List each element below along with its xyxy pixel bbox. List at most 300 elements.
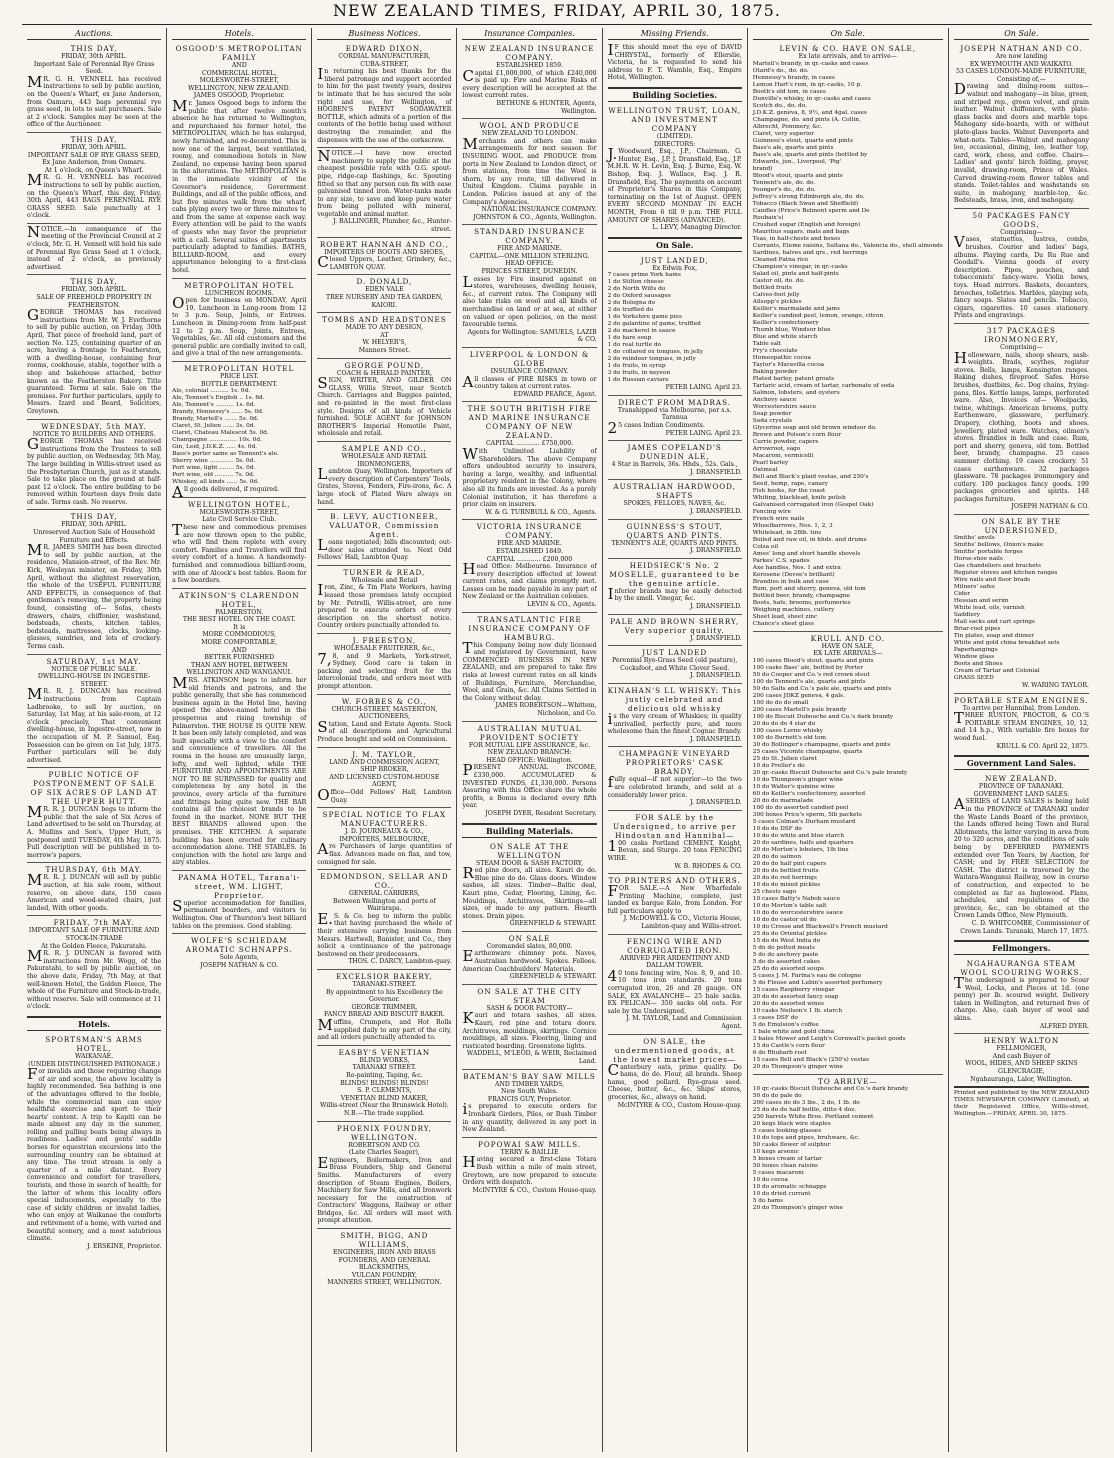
goods-item: Smiths' portable forges xyxy=(953,549,1023,556)
goods-item: 2 do North Wilts do xyxy=(607,286,666,293)
advertisement xyxy=(27,42,161,133)
goods-item: 2 do Oxford sausages xyxy=(607,293,671,300)
ad-body: FOR SALE.—A New Wharfedale Printing Machine, complete, just landed ex barque Kelo, from London. For full particulars apply to xyxy=(607,882,742,915)
ad-heading-line: JUST LANDED xyxy=(642,648,708,658)
goods-item: Parkes' C.S. spades xyxy=(752,557,810,564)
goods-item: Salad oil, pints and half-pints xyxy=(752,270,839,277)
ad-heading-line: HEAD OFFICE: xyxy=(505,260,554,268)
goods-item: Window glass xyxy=(953,654,995,661)
column-business-notices xyxy=(312,28,457,1452)
ad-signature: JAMES ROBERTSON—Whittem, Nicholson, and Co. xyxy=(495,702,597,717)
goods-item: Tartaric acid, cream of tartar, carbonate of soda xyxy=(752,382,895,389)
advertisement xyxy=(954,42,1089,209)
ad-heading-line: 4 Star in Barrels, 36s. Hhds., 52s. Gals., xyxy=(611,461,738,469)
ad-heading-line: PROVINCE OF TARANAKI. xyxy=(978,783,1064,791)
ad-body: Inferior brands may be easily detected by the smell. Vinegar, &c. xyxy=(607,584,742,603)
advertisement xyxy=(172,362,306,502)
goods-item: 10 do tops and pipes, bruhware, &c. xyxy=(752,1134,861,1141)
goods-item: Younger's do., do. do. xyxy=(752,186,816,193)
goods-item: 25 cases Vicomte champagne, quarts xyxy=(752,748,863,755)
masthead-rule xyxy=(22,24,1092,25)
ad-list xyxy=(608,254,742,1112)
ad-heading-line: BLIND WORKS, xyxy=(359,1056,410,1064)
ad-heading-line: EASBY'S VENETIAN xyxy=(338,1047,431,1057)
ad-signature: EDWARD PEARCE, Agent. xyxy=(513,390,597,398)
ad-heading-line: FRANCIS GUY, Proprietor. xyxy=(487,1095,572,1103)
ad-heading-line: EX LATE ARRIVALS— xyxy=(813,650,883,658)
ad-heading-line: FOR MUTUAL LIFE ASSURANCE, &c. xyxy=(468,741,591,749)
ad-heading-line: TO ARRIVE— xyxy=(818,1076,878,1086)
ad-heading-line: PRICE LIST. xyxy=(220,372,259,380)
goods-list xyxy=(954,535,1089,682)
ad-heading-line: ON SALE, the undermentioned goods, at the lowest market prices— xyxy=(613,1036,737,1064)
goods-item: 20 do do assorted wines xyxy=(752,1000,825,1007)
masthead: NEW ZEALAND TIMES, FRIDAY, APRIL 30, 1875. xyxy=(333,1,781,20)
goods-item: Hessian and serim xyxy=(953,598,1009,605)
goods-item: 10 do Morton's table salt xyxy=(752,902,827,909)
ad-heading-line: IMPORTANT SALE OF RYE GRASS SEED, xyxy=(27,151,161,159)
ad-heading-line: LUNCHEON ROOMS. xyxy=(204,289,274,297)
ad-heading-line: Willis-street (Near the Brunswick Hotel). xyxy=(320,1102,449,1110)
advertisement xyxy=(27,916,161,1014)
ad-heading-line: THE BEST HOTEL ON THE COAST. xyxy=(182,616,296,624)
ad-heading-line: TERRY & BAILLIE xyxy=(500,1148,559,1156)
goods-item: Weighing machines, cutlery xyxy=(752,606,835,613)
ad-heading-line: FENCING WIRE AND CORRUGATED IRON. xyxy=(626,936,723,955)
ad-body: Kauri and totara sashes, all sizes. Kauri, red pine and totara doors. Architraves, mouldings, skirtings. Cornice mouldings, all sizes. Flooring, lining and rusticated boarding. Greenstone lights. xyxy=(462,1009,597,1050)
ad-heading-line: TARANAKI-STREET. xyxy=(352,981,417,989)
advertisement xyxy=(317,808,451,870)
section-heading: Hotels. xyxy=(27,1016,161,1031)
ad-signature: WADDELL, M'LEOD, & WEIR, Reclaimed Land. xyxy=(466,1050,597,1065)
ad-body: MR. JAMES SMITH has been directed to sell by public auction, at the residence, Mansion-street, of the Rev. Mr. Kirk, Wesleyan minister, on Friday, 30th April, without the slightest reservation, the whole of the USEFUL FURNITURE AND EFFECTS, in consequence of that gentleman's removing, the property being found, consisting of— Sofas, chests drawers, chairs, chiffonier, washstand, bedsteads, chests, kitchen tables, bedsteads, mattresses, clocks, looking-glasses, sundries, and lots of crockery. Terms cash. xyxy=(27,541,162,650)
ad-body: MR. R. J. DUNCAN has received instructions from Captain Ladbrooke, to sell by auction, on Saturday, 1st May, at his sale-room, at 12 o'clock precisely, That convenient dwelling-house, in Ingestre-street, now in the occupation of M. P. Samuel, Esq. Possession can be given on 1st July, 1875. Further particulars will be duly advertised. xyxy=(27,685,162,764)
goods-item: Booth's old tom, in cases xyxy=(752,88,826,95)
goods-item: Thumb blue, Windsor blue xyxy=(752,326,831,333)
ad-heading-line: Comprising— xyxy=(1000,344,1043,351)
goods-item: 2 do mackerel in sauce xyxy=(607,328,676,335)
goods-item: 25 chests sago xyxy=(752,888,797,895)
advertisement xyxy=(753,1075,943,1215)
ad-body: Engineers, Boilermakers, Iron and Brass Founders, Ship and General Smiths. Manufacturers of every description of Steam Engines, Boilers, Machinery for Saw Mills, and all Ironwork necessary for the construction of Contractors' Waggons, Railway or other Bridges, &c. All orders will meet with prompt attention. xyxy=(317,1153,452,1225)
ad-heading-line: DIRECT FROM MADRAS. xyxy=(618,397,732,407)
ad-heading-line: CHAMPAGNE VINEYARD PROPRIETORS' CASK BRANDY, xyxy=(619,749,731,777)
ad-heading-line: WELLINGTON AND WANGANUI. xyxy=(186,669,293,677)
goods-item: 1 do Yorkshire game pies xyxy=(607,314,682,321)
section-heading: Fellmongers. xyxy=(954,940,1089,955)
ad-heading-line: TURNER & READ, xyxy=(343,567,426,577)
advertisement xyxy=(954,1034,1089,1086)
advertisement xyxy=(27,510,161,654)
column-heading: Auctions. xyxy=(27,28,161,40)
ad-body: Superior accommodation for families, permanent boarders, and visitors to Wellington. One of Thurston's best billiard tables on the premises. Good stabling. xyxy=(172,896,307,930)
goods-item: 20 do do bottled fruits xyxy=(752,867,819,874)
goods-item: 100 casks Bass' ale, bottled by Porter xyxy=(752,664,864,671)
ad-body: Station, Land and Estate Agents. Stock of all descriptions and Agricultural Produce bought and sold on Commission. xyxy=(317,717,452,743)
ad-body: Muffins, Crumpets, and Hot Rolls supplied daily to any part of the city, and all orders punctually attended to. xyxy=(317,1016,452,1042)
ad-heading-line: J. M. TAYLOR, xyxy=(352,749,417,759)
ad-heading-line: STANDARD INSURANCE COMPANY. xyxy=(474,227,586,246)
goods-item: Otard's do., do. do. xyxy=(752,67,809,74)
goods-item: 20 do do half pint capers xyxy=(752,860,827,867)
goods-item: 2 do galantine of game, truffled xyxy=(607,321,701,328)
ad-heading-line: ARRIVED PER ARDENTINNY AND DALLAM TOWER. xyxy=(619,954,730,970)
ad-heading-line: J. FREESTON, xyxy=(352,636,417,646)
goods-item: Jeffrey's strong Edinburgh ale, do. do. xyxy=(752,193,865,200)
ad-heading-line: AND xyxy=(231,646,247,654)
ad-body: These new and commodious premises are now thrown open to the public, who will find them replete with every comfort. Families and Travellers will find every comfort of a home. A handsomely-furnished and commodious billiard-room, with one of Alcock's best tables. Room for a few boarders. xyxy=(172,520,307,585)
ad-list xyxy=(608,42,742,85)
advertisement xyxy=(172,589,306,871)
goods-item: 3 do fruits, in neyeon xyxy=(607,370,671,377)
ad-body: Canterbury oats, prime quality. Do hams, do do. Flour, all brands. Sheep hams, good pollard. Rye-grass seed. Cheese, butter, &c., &c. Ships' stores, groceries, &c., always on hand. xyxy=(607,1060,742,1101)
ad-heading-line: AUCTIONEERS, xyxy=(358,713,410,721)
ad-heading-line: WHOLESALE AND RETAIL IRONMONGERS, xyxy=(341,452,428,468)
ad-heading-line: OSGOOD'S METROPOLITAN FAMILY xyxy=(175,44,303,62)
goods-item: 15 cases Raspberry vinegar xyxy=(752,986,835,993)
goods-item: Anchovy sauce xyxy=(752,396,797,403)
goods-item: Cleaned Patna rice xyxy=(752,256,809,263)
goods-item: 25 do do Oriental pickles xyxy=(752,930,827,937)
ad-heading-line: SMITH, BIGG, AND WILLIAMS, xyxy=(340,1231,429,1250)
ad-heading-line: CAPITAL—ONE MILLION STERLING. xyxy=(469,252,590,260)
ad-body: Capital £1,000,000, of which £240,000 is paid up. Fire and Marine Risks of every description will be accepted at the lowest current rates. xyxy=(462,66,597,100)
ad-heading-line: MOLESWORTH-STREET, xyxy=(199,77,279,85)
ad-heading-line: JOSEPH NATHAN AND CO. xyxy=(960,44,1083,53)
goods-item: 1 do real turtle do xyxy=(607,342,662,349)
price-row: Ale, Tennent's English .. 1s. 6d. xyxy=(172,395,265,402)
ad-signature: THOS. C. DARCY, Lambton-quay. xyxy=(348,958,452,966)
goods-item: 50 do do pale do xyxy=(752,1092,802,1099)
advertisement xyxy=(317,359,451,442)
ad-heading-line: S. P. CLEMENTS, xyxy=(357,1087,412,1095)
ad-body: GEORGE THOMAS has received instructions from the Trustees to sell by public auction, on Wednesday, 5th May, The large building in Willis-street used as the Presbyterian Church, just as it stands. Sale to take place on the ground at half-past 12 o'clock. The entire building to be removed within fourteen days from date of sale. Terms cash. No reserve. xyxy=(27,435,162,506)
ad-heading-line: Consisting of,— xyxy=(996,75,1046,83)
advertisement xyxy=(317,1229,451,1290)
ad-heading-line: WEDNESDAY, 5th MAY. xyxy=(41,421,147,431)
column-insurance xyxy=(457,28,602,1452)
goods-item: 250 barrels White Bros. Portland cement xyxy=(752,1113,874,1120)
ad-body: Having secured a first-class Totara Bush within a mile of main street, Greytown, are now prepared to execute Orders with despatch. xyxy=(462,1153,597,1187)
ad-signature: JOSEPH DYER, Resident Secretary. xyxy=(485,809,597,817)
advertisement xyxy=(462,402,596,520)
goods-item: Oatmeal xyxy=(752,466,778,473)
advertisement xyxy=(27,224,161,276)
ad-heading-line: COACH & HERALD PAINTER, xyxy=(336,369,432,377)
ad-signature: PETER LAING. April 23. xyxy=(665,384,742,392)
price-row: Brandy, Martell's ....... 5s. 0d. xyxy=(172,416,259,423)
advertisement xyxy=(608,935,742,1035)
advertisement xyxy=(317,1122,451,1230)
goods-item: 5 cases J. M. Farina's eau de cologne xyxy=(752,972,862,979)
ad-heading-line: Between Wellington and ports of Wairarapa. xyxy=(333,897,436,913)
ad-heading-line: 50 PACKAGES FANCY GOODS, xyxy=(972,210,1071,229)
goods-item: 50 boxes clean raisins xyxy=(752,1162,818,1169)
advertisement xyxy=(608,615,742,647)
ad-heading-line: BATEMAN'S BAY SAW MILLS xyxy=(463,1071,596,1081)
advertisement xyxy=(317,275,451,313)
goods-item: 10 do Walter's quinine wine xyxy=(752,783,835,790)
ad-heading-line: Are now landing xyxy=(995,53,1048,60)
ad-signature: L. LEVY, Managing Director. xyxy=(652,224,742,232)
advertisement xyxy=(462,840,596,932)
goods-item: Bass's ale, quarts and pints (bottled by xyxy=(752,151,868,158)
ad-heading-line: SALE OF FREEHOLD PROPERTY IN FEATHERSTON. xyxy=(36,294,152,309)
advertisement xyxy=(608,874,742,935)
ad-heading-line: DIRECTORS: xyxy=(653,140,696,148)
goods-item: 25 do do do half bottle, ditto 4 doz. xyxy=(752,1106,857,1113)
ad-heading-line: LEVIN & CO. HAVE ON SALE, xyxy=(779,44,917,53)
goods-item: 100 do Burnett's old tom xyxy=(752,734,826,741)
goods-item: Bass's ale, quarts and pints xyxy=(752,144,834,151)
ad-body: MR. R. J. DUNCAN is favored with instructions from Mr. Wogg, of the Pakuratahi, to sell by public auction, on the above date, Friday, 7th May, at that well-known Hotel, the Golden Fleece, The whole of the Furniture and Stock-in-trade, without reserve. Sale will commence at 11 o'clock. xyxy=(27,947,162,1011)
goods-item: Mauritius sugars, mats and bags xyxy=(752,228,850,235)
ad-signature: GREENFIELD & STEWART. xyxy=(509,920,597,928)
ad-heading-line: 53 CASES LONDON-MADE FURNITURE, xyxy=(955,68,1087,76)
ad-heading-line: INSURANCE COMPANY. xyxy=(490,368,569,375)
ad-heading-line: PHOENIX FOUNDRY, WELLINGTON. xyxy=(336,1123,432,1142)
ad-body: Vases, statuettes, lustres, combs, brushes. Courier and ladies' bags, albums. Playing cards, Du Ru Rue and Goodall's. Vienna goods of every description. Pipes, pouches, and tobacconists' fancy-ware. Violin bows, toys. Head mirrors. Baskets, decanters, brooches, tolletries. Marbles, playing sets, fancy soaps. Slates and pencils. Tobacco, cigars, cigarettes. 10 cases stationery. Prints and engravings. xyxy=(953,233,1089,320)
goods-item: 25 do St. Julien claret xyxy=(752,755,817,762)
ad-body: GEORGE THOMAS has received instructions from Mr. W. J. Eyethorne to sell by public auction, on Friday, 30th April, That piece of freehold land, part of section No. 125, containing quarter of an acre, having a frontage to Featherston, with a dwelling-house, containing four rooms, cookhouse, stable, together with a shop and bakehouse attached, better known as the Featherston Bakery. Title guaranteed. Terms at sale. Sale on the premises. For further particulars, apply to Messrs. Izard and Beard, Solicitors, Greytown. xyxy=(27,306,162,415)
ad-heading-line: SPOKES, FELLOES, NAVES, &c. xyxy=(623,500,726,508)
advertisement xyxy=(462,119,596,225)
ad-heading-line: GUINNESS'S STOUT, QUARTS AND PINTS. xyxy=(626,521,723,540)
ad-heading-line: JAMES COPELAND'S DUNEDIN ALE, xyxy=(627,443,722,462)
goods-item: 15 cases Bell and Black's (250's) vestas xyxy=(752,1056,870,1063)
goods-item: Candles (Price's Belmont sperm and De xyxy=(752,207,870,214)
ad-heading-line: TOMBS AND HEADSTONES xyxy=(322,315,447,325)
imprint: Printed and published by the NEW ZEALAND TIMES NEWSPAPER COMPANY (Limited), at their Registered Office, Willis-street, Wellington.—FRIDAY, APRIL 30, 1875. xyxy=(954,1086,1089,1118)
ad-heading-line: FRIDAY, 30th APRIL. xyxy=(61,143,128,151)
goods-item: 1 bale white and gold china xyxy=(752,1028,835,1035)
ad-body: 7,8, and 9 Markets, York-street, Sydney. Good care is taken in packing and selecting fruit for the intercolonial trade, and orders meet with prompt attention. xyxy=(317,649,452,690)
goods-item: Edwards, jun., Liverpool, 'Pig' xyxy=(752,158,842,165)
advertisement xyxy=(317,1046,451,1122)
goods-item: Homeopathic cocoa xyxy=(752,354,811,361)
ad-signature: McINTYRE & CO., Custom House-quay. xyxy=(472,1186,597,1194)
goods-item: Boots, hats, brooms, perfumeries xyxy=(752,599,851,606)
advertisement xyxy=(462,985,596,1070)
advertisement xyxy=(753,632,943,1075)
column-heading: Hotels. xyxy=(172,28,306,40)
ad-list xyxy=(462,840,596,1198)
goods-item: Cream of Tartar and Colonial xyxy=(953,668,1040,675)
advertisement xyxy=(462,1070,596,1138)
ad-heading-line: Unreserved Auction Sale of Household Furniture and Effects. xyxy=(33,529,156,544)
land-sale-ad xyxy=(954,772,1089,938)
ad-heading-line: CUBA-STREET, xyxy=(360,60,409,68)
advertisement xyxy=(317,634,451,695)
ad-signature: J. M. TAYLOR, Land and Commission Agent. xyxy=(626,1015,742,1030)
ad-heading-line: COMMERCIAL HOTEL, xyxy=(201,69,277,77)
ad-signature: McINTYRE & CO., Custom House-quay. xyxy=(617,1101,742,1109)
ad-heading-line: SAMPLE AND CO., xyxy=(342,443,427,453)
goods-item: Allsopp's pickles xyxy=(752,298,802,305)
goods-item: 20 kegs black wire staples xyxy=(752,1120,831,1127)
ad-heading-line: SPORTSMAN'S ARMS HOTEL, xyxy=(45,1034,143,1053)
ad-heading-line: THAN ANY HOTEL BETWEEN xyxy=(190,661,288,669)
goods-item: Currants, Eleme raisins, Sultana do., Valencia do., shell almonds xyxy=(752,242,943,249)
goods-item: 50 casks flower of sulphur xyxy=(752,1141,831,1148)
ad-heading-line: LAND AND COMMISSION AGENT, xyxy=(329,758,440,766)
ad-heading-line: KAIORI. xyxy=(371,301,398,309)
ad-signature: JOSEPH NATHAN & CO. xyxy=(1011,503,1089,511)
advertisement xyxy=(954,515,1089,694)
ad-heading-line: TO PRINTERS AND OTHERS. xyxy=(608,876,741,886)
ad-body: All classes of FIRE RISKS in town or country taken at current rates. xyxy=(462,372,597,391)
goods-item: 10 do aromatic schnapps xyxy=(752,1183,827,1190)
ad-heading-line: WAIKANAE. xyxy=(74,1052,114,1060)
goods-item: 10 cases Batty's Nabob sauce xyxy=(752,895,841,902)
ad-body: E.S. & Co. beg to inform the public that having purchased the whole of their extensive carrying business from Messrs. Hartwell, Banister, and Co., they solicit a continuance of the patronage bestowed on their predecessors. xyxy=(317,909,452,958)
ad-heading-line: FIRE AND MARINE. xyxy=(497,540,562,548)
goods-item: 5 do do anchovy paste xyxy=(752,951,819,958)
goods-item: Fencing wire xyxy=(752,508,792,515)
ad-signature: J. McDOWELL & CO., Victoria House, Lambton-quay and Willis-street. xyxy=(623,915,742,931)
ad-heading-line: New South Wales. xyxy=(501,1088,559,1096)
ad-body: Drawing and dining-room suites—walnut and mahogany—in blue, green, and striped rep., green velvet, and grain leather. Walnut chiffoniers, with plate-glass backs and doors and marble tops. Mahogany side-boards, with or without plate-glass backs. Walnut Davenports and what-nots. Tables—Walnut and mahogany loo, occasional, dining, loo, leather top, card, work, chess, and coffee. Chairs—Ladies' and gents' birch folding, prayer, invalid, drawing-room, Prince of Wales. Carved drawing-room flower tables and stands. Toilet-tables and washstands en suite, in mahogany, marble-top, &c. Bedsteads, brass, iron, and mahogany. xyxy=(953,80,1089,205)
goods-item: Boiled and raw oil, in hhds. and drums xyxy=(752,536,867,543)
advertisement xyxy=(608,441,742,480)
goods-item: Chance's sheet glass xyxy=(752,620,814,627)
goods-item: 50 do Cooper and Co.'s red crown stout xyxy=(752,671,870,678)
ad-heading-line: ESTABLISHED 1849. xyxy=(496,547,563,555)
goods-item: Scotch do., do. do. xyxy=(752,102,807,109)
ad-list xyxy=(753,42,943,1215)
hotel-ad xyxy=(27,1033,161,1253)
ad-body: Head Office: Melbourne. Insurance of every description effected at lowest current rates, and claims promptly met. Losses can be made payable in any part of New Zealand or the Australian colonies. xyxy=(462,560,597,601)
ad-heading-line: FANCY BREAD AND BISCUIT BAKER. xyxy=(323,1011,445,1019)
goods-item: 20 do do assorted fancy soap xyxy=(752,993,839,1000)
ad-heading-line: PALMERSTON. xyxy=(215,608,264,616)
ad-body: Iron, Zinc, & Tin Plate Workers, having leased those premises lately occupied by Mr. Petrelli, Willis-street, are now prepared to execute orders of every description on the shortest notice. Country orders punctually attended to. xyxy=(317,581,452,630)
ad-heading-line: FRIDAY, 30th APRIL. xyxy=(61,53,128,60)
ad-signature: J. DRANSFIELD. xyxy=(690,508,742,516)
goods-item: 5 do hams xyxy=(752,1197,784,1204)
ad-body: MR. R. J. DUNCAN will sell by public auction, at his sale room, without reserve, on above date, 150 cases American and wood-seated chairs, just landed, With other goods. xyxy=(27,871,162,912)
advertisement xyxy=(27,863,161,916)
goods-item: Keiller's candied peel, lemon, orange, citron xyxy=(752,312,884,319)
ad-body: Open for business on MONDAY, April 19. Luncheon in Long-room from 12 to 3 p.m. Soup, Joints, or Entrees. Luncheon in Dining-room from half-past 12 to 2 p.m. Soup, Joints, Entrees, Vegetables, &c. All old customers and the general public are cordially invited to call, and give a trial of the new arrangements. xyxy=(172,294,307,358)
ad-heading-line: WOOL AND PRODUCE xyxy=(479,121,580,131)
goods-item: 20 do sardines, halfs and quarters xyxy=(752,839,854,846)
ad-heading-line: HAVE ON SALE, xyxy=(821,642,874,650)
ad-body: Hollowware, nails, shoop shears, sash-weights. Brads, scythes, register stoves. Bells, lamps, Kensington ranges. Baking dishes, fireproof. Safes. Horse brushes, dustbins, &c. Dog chains, frying-pans, files. Kettle lamps, lamps, perforated ware. Also, Invoices of— Woolpacks, twine, whitings. American brooms, putty. Earthenware, glassware, perfumery. Drapery, clothing, boots and shoes. Jewellery, plated ware. Watches, oilmen's stores. Brandies in bulk and case. Rum, port and sherry, geneva, old tom. Bottled beer, brandy, champagne. 25 cases summer clothing. 19 cases crockery. 51 cases earthenware. 32 packages glassware. 78 packages ironmongery and cutlery. 100 packages fancy goods. 199 packages groceries and spirits. 148 packages furniture. xyxy=(953,348,1089,503)
ad-body: IF this should meet the eye of DAVID CHRYSTAL, formerly of Ellerslie, Victoria, he is requested to send his address to F. T. Wamble, Esq., Empire Hotel, Wellington. xyxy=(607,41,742,82)
goods-item: Colza oil xyxy=(752,543,779,550)
ad-heading-line: SHIP BROKER, xyxy=(360,766,409,774)
advertisement xyxy=(27,275,161,419)
goods-item: 5 cases looking-glasses xyxy=(752,1127,822,1134)
goods-item: Gas chandeliers and brackets xyxy=(953,563,1041,570)
ad-signature: Agents for Wellington: SAMUELS, LAZIB & CO. xyxy=(467,328,597,344)
advertisement xyxy=(954,694,1089,754)
goods-item: 10 do dried currant xyxy=(752,1190,811,1197)
goods-item: 20 do Thompson's ginger wine xyxy=(752,1204,843,1211)
column-on-sale xyxy=(748,28,949,1452)
advertisement xyxy=(27,133,161,224)
ad-signature: J. ERSKINE, Proprietor. xyxy=(87,1242,162,1250)
ad-heading-line: Important Sale of Perennial Rye Grass Seed. xyxy=(33,60,155,76)
ad-heading-line: HEAD OFFICE: Wellington. xyxy=(486,756,573,764)
ad-heading-line: CORDIAL MANUFACTURER, xyxy=(338,53,431,60)
ad-heading-line: B. LEVY, AUCTIONEER, VALUATOR, Commission Agent. xyxy=(329,512,440,540)
ad-body: Merchants and others can make arrangements for next season for INSURING WOOL and PRODUCE from ports in New Zealand to London direct, or from stations, from time the Wool is shorn, by any route, till delivered in United Kingdom. Claims payable in London. Policies issued at any of the Company's Agencies. xyxy=(462,134,597,206)
ad-heading-line: EX WEYMOUTH AND WAIKATO. xyxy=(969,60,1073,68)
ad-signature: C. D. WHITCOMBE, Commissioner of Crown Lands. Taranaki, March 17, 1875. xyxy=(960,919,1089,935)
goods-item: 10 do do worcestershire sauce xyxy=(752,909,843,916)
ad-signature: J. DRANSFIELD. xyxy=(690,735,742,743)
price-row: Champagne ............... 10s. 0d. xyxy=(172,437,262,444)
column-hotels xyxy=(167,28,312,1452)
ad-heading-line: Re-painting, Taping, &c. xyxy=(346,1071,423,1079)
ad-heading-line: GENERAL CARRIERS, xyxy=(349,890,420,898)
ad-heading-line: THE SOUTH BRITISH FIRE AND MARINE INSURANCE COMPANY OF NEW ZEALAND. xyxy=(467,404,592,441)
advertisement xyxy=(317,442,451,510)
goods-item: 300 boxes Price's sperm, 5lb packets xyxy=(752,811,862,818)
ad-heading-line: HEIDSIECK'S No. 2 MOSELLE, guaranteed to be the genuine article. xyxy=(609,560,740,588)
goods-item: 3 cases DSF do xyxy=(752,1014,798,1021)
ad-heading-line: WHOLESALE FRUITERER, &c., xyxy=(334,645,435,653)
ad-heading-line: FRIDAY, 30th APRIL. xyxy=(61,286,128,294)
advertisement xyxy=(27,1033,161,1253)
goods-item: Glycerine soap and old brown windsor do. xyxy=(752,424,877,431)
ad-signature: J. DRANSFIELD. xyxy=(690,672,742,680)
ad-body: THREE RUSTON, PROCTOR, & CO.'S PORTABLE STEAM ENGINES, 10, 12, and 14 h.p., With variable fire boxes for wood fuel. xyxy=(953,709,1089,743)
advertisement xyxy=(462,225,596,348)
ad-heading-line: IMPORTERS OF BOOTS AND SHOES, xyxy=(324,248,445,256)
price-list xyxy=(172,388,306,486)
goods-item: Horse-shoe nails xyxy=(953,556,1003,563)
goods-item: 200 cases Martell's pale brandy xyxy=(752,706,847,713)
ad-body: 40 tons fencing wire, Nos. 8, 9, and 10. 10 tons iron standards. 20 tons corrugated iron, 26 and 28 gauge. ON SALE, EX AVALANCHE— 25 bale sacks. EX PELICAN— 350 sacks old oats. For sale by the Undersigned, xyxy=(607,966,742,1015)
advertisement xyxy=(172,279,306,362)
ad-body: For invalids and those requiring change of air and scene, the above locality is highly recommended. Sea bathing is one of the advantages offered to the feeble, while the commercial man can enjoy healthful exercise and sport to their hearts' content. A trip to Kapiti can be made almost any day in the summer, rolling and pulling boats being always in readiness. Ladies' and gents' saddle horses for equestrian excursions into the surrounding country can be obtained at any time. The trout stream is only a quarter of a mile distant. Every convenience and comfort for travellers, tourists, and those in search of health; for the latter of whom this locality offers special inducements, especially to the case of sickly children or invalid ladies, who can enjoy at Waikanae the comforts and retirement of a home, with varied and beautiful scenery, and a most salubrious climate. xyxy=(27,1065,162,1243)
goods-item: Briar-root pipes xyxy=(953,626,1001,633)
ad-signature: J. DRANSFIELD. xyxy=(690,603,742,610)
ad-heading-line: And cash Buyer of xyxy=(992,1052,1051,1060)
ad-heading-line: AND xyxy=(231,62,247,69)
ad-heading-line: EDMONDSON, SELLAR AND CO., xyxy=(320,872,449,891)
goods-item: 1 do hare soup xyxy=(607,335,652,342)
ad-heading-line: JAMES OSGOOD, Proprietor. xyxy=(193,92,285,100)
goods-item: Milners' safes xyxy=(953,584,995,591)
column-heading: Insurance Companies. xyxy=(462,28,596,40)
goods-item: 20 do Thompson's ginger wine xyxy=(752,1063,843,1070)
goods-item: Soda crystals xyxy=(752,417,793,424)
ad-heading-line: WELLINGTON TRUST, LOAN, AND INVESTMENT COMPANY xyxy=(608,105,742,133)
ad-heading-line: To arrive per Hannibal, from London. xyxy=(962,704,1081,712)
goods-list xyxy=(753,1086,943,1212)
advertisement xyxy=(27,420,161,511)
ad-signature: J. DRANSFIELD. xyxy=(690,547,742,555)
ad-heading-line: Perennial Rye-Grass Seed (old pasture), Cocksfoot, and White Clover Seed. xyxy=(612,657,738,672)
ad-body: NOTICE.—I have now erected machinery to supply the public at the cheapest possible rate with O.G. spout-pipe, ridge-cap flashings, &c. Spouting fitted so that any person can fix with ease galvanised tinned iron. Water-tanks made to any size, to save and keep pure water from being polluted with mineral, vegetable and animal matter. xyxy=(317,147,452,218)
advertisement xyxy=(172,42,306,279)
goods-item: 60 do Keiller's confectionery, assorted xyxy=(752,790,866,797)
advertisement xyxy=(317,870,451,970)
ad-heading-line: At the Golden Fleece, Pakuratahi. xyxy=(41,942,147,950)
goods-item: Bottled fruits xyxy=(752,284,792,291)
ad-heading-line: ON SALE AT THE WELLINGTON xyxy=(490,841,570,860)
goods-item: Ames' long and short handle shovels xyxy=(752,550,861,557)
goods-item: 100 do do do small xyxy=(752,699,809,706)
ad-body: NOTICE.—In consequence of the meeting of the Provincial Council at 2 o'clock, Mr. G. H. Vennell will hold his sale of Perennial Rye Grass Seed at 1 o'clock, instead of 2 o'clock, as previously advertised. xyxy=(27,222,162,271)
goods-item: 100 cases Blood's stout, quarts and pints xyxy=(752,657,874,664)
ad-body: 25 cases Indian Condiments. xyxy=(607,419,705,438)
goods-item: 1 do Stilton cheese xyxy=(607,279,664,286)
